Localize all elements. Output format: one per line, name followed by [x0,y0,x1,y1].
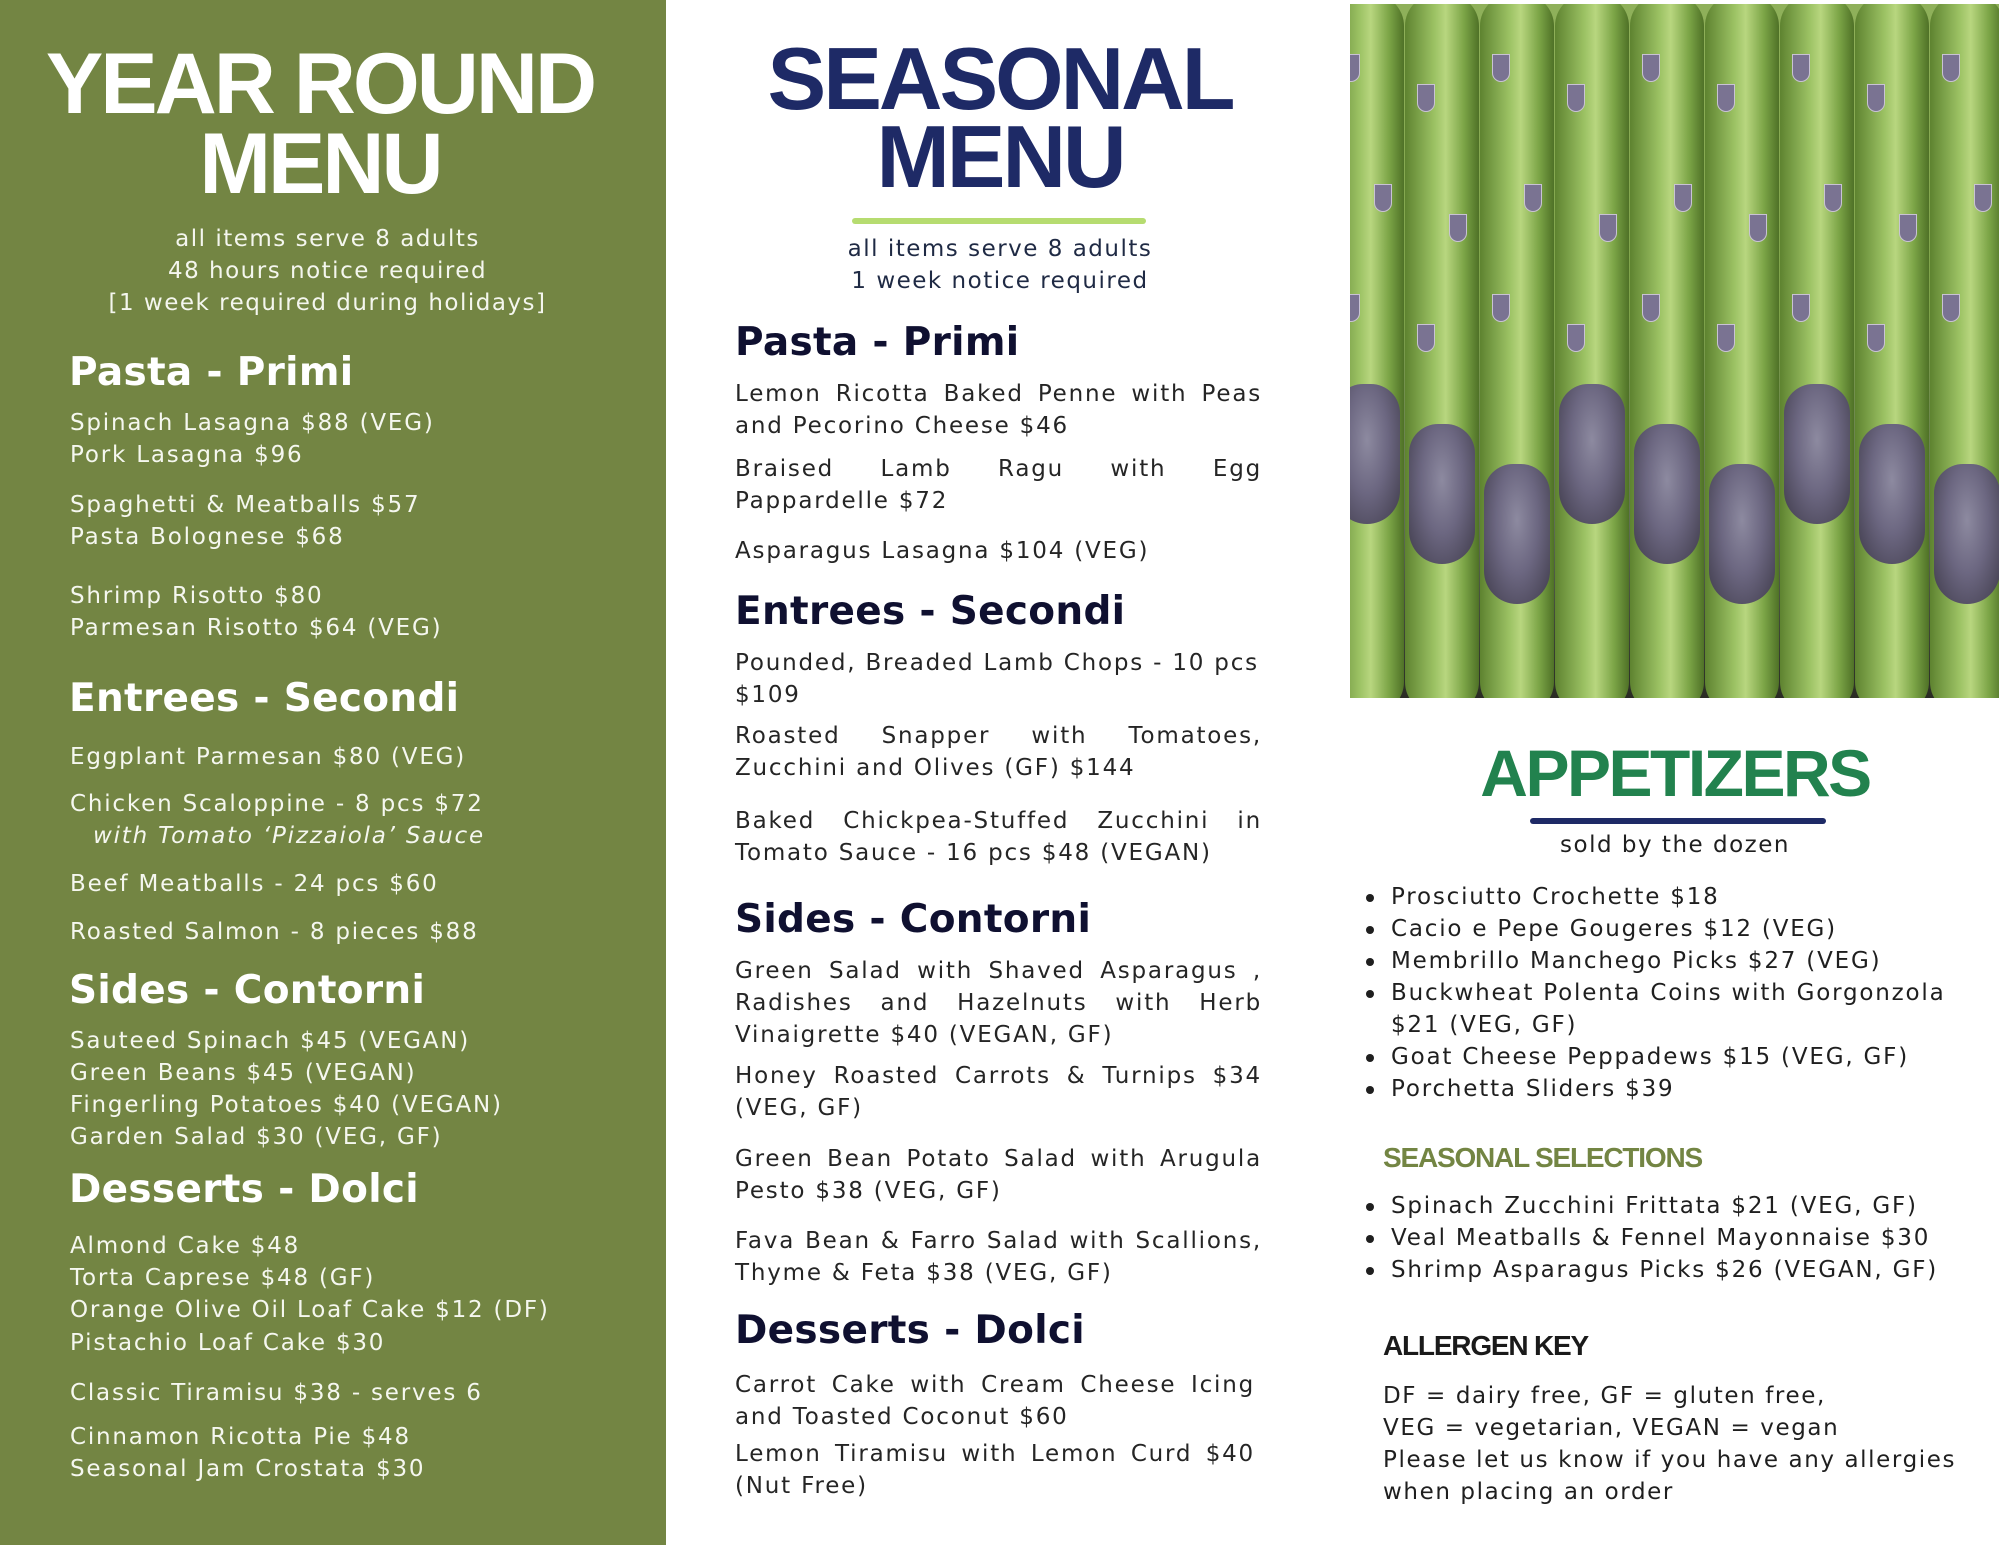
spear-tip [1484,464,1550,604]
section-heading-entrees: Entrees - Secondi [735,589,1126,634]
menu-item: Thyme & Feta $38 (VEG, GF) [735,1260,1113,1286]
menu-item: Lemon Ricotta Baked Penne with Peas [735,381,1262,407]
spear-scale [1717,84,1735,112]
appetizers-list [1360,881,1945,1105]
item-text: Buckwheat Polenta Coins with Gorgonzola [1391,980,1946,1006]
spear-scale [1899,214,1917,242]
spear-scale [1374,184,1392,212]
allergen-key-title: ALLERGEN KEY [1383,1330,1588,1361]
menu-item: and Pecorino Cheese $46 [735,413,1069,439]
menu-item: Vinaigrette $40 (VEGAN, GF) [735,1022,1114,1048]
spear-scale [1942,294,1960,322]
bullet-icon [1366,1235,1374,1243]
menu-item: Baked Chickpea-Stuffed Zucchini in [735,808,1262,834]
spear-scale [1642,294,1660,322]
menu-item: Pork Lasagna $96 [70,442,304,468]
section-heading-pasta: Pasta - Primi [69,350,354,395]
spear-scale [1867,324,1885,352]
menu-item: Spinach Lasagna $88 (VEG) [70,410,435,436]
allergen-line: Please let us know if you have any allergies [1383,1447,1957,1473]
title-underline [852,218,1146,224]
spear-scale [1717,324,1735,352]
bullet-icon [1366,1086,1374,1094]
bullet-icon [1366,958,1374,966]
menu-item: Chicken Scaloppine - 8 pcs $72 [70,791,484,817]
spear-tip [1934,464,1999,604]
menu-item: Garden Salad $30 (VEG, GF) [70,1124,443,1150]
spear-scale [1824,184,1842,212]
menu-item-subtitle: with Tomato ‘Pizzaiola’ Sauce [93,823,485,849]
menu-item: Roasted Snapper with Tomatoes, [735,723,1262,749]
appetizers-note: sold by the dozen [1560,832,1790,858]
spear-tip [1859,424,1925,564]
spear-tip [1634,424,1700,564]
menu-item: Roasted Salmon - 8 pieces $88 [70,919,479,945]
bullet-icon [1366,990,1374,998]
list-item [1360,913,1945,945]
item-text: $21 (VEG, GF) [1391,1012,1578,1038]
note-line: [1 week required during holidays] [108,290,547,316]
spear-scale [1417,84,1435,112]
menu-item: Zucchini and Olives (GF) $144 [735,755,1136,781]
spear-scale [1674,184,1692,212]
menu-item: Pounded, Breaded Lamb Chops - 10 pcs [735,650,1259,676]
spear-scale [1792,54,1810,82]
menu-item: (VEG, GF) [735,1095,863,1121]
list-item [1360,1222,1938,1254]
menu-item: Almond Cake $48 [70,1233,301,1259]
spear-tip [1709,464,1775,604]
list-item [1360,977,1945,1041]
menu-item: Radishes and Hazelnuts with Herb [735,990,1262,1016]
menu-item: Cinnamon Ricotta Pie $48 [70,1424,411,1450]
spear-scale [1449,214,1467,242]
note-line: all items serve 8 adults [175,226,480,252]
menu-item: Pistachio Loaf Cake $30 [70,1330,386,1356]
spear-scale [1567,324,1585,352]
menu-item: Green Beans $45 (VEGAN) [70,1060,417,1086]
asparagus-spear [1855,4,1929,698]
note-line: 1 week notice required [851,268,1149,294]
asparagus-spear [1630,4,1704,698]
bullet-icon [1366,1054,1374,1062]
section-heading-pasta: Pasta - Primi [735,320,1020,365]
spear-scale [1974,184,1992,212]
list-item [1360,1190,1938,1222]
allergen-line: VEG = vegetarian, VEGAN = vegan [1383,1415,1840,1441]
spear-scale [1524,184,1542,212]
asparagus-photo [1350,4,1999,698]
spear-scale [1492,294,1510,322]
menu-item: Green Bean Potato Salad with Arugula [735,1146,1262,1172]
menu-item: Pasta Bolognese $68 [70,524,345,550]
menu-item: Tomato Sauce - 16 pcs $48 (VEGAN) [735,840,1212,866]
item-text: Cacio e Pepe Gougeres $12 (VEG) [1391,916,1837,942]
note-line: 48 hours notice required [167,258,488,284]
spear-scale [1792,294,1810,322]
item-text: Membrillo Manchego Picks $27 (VEG) [1391,948,1882,974]
title-line: MENU [876,107,1124,206]
menu-item: Torta Caprese $48 (GF) [70,1265,376,1291]
item-text: Prosciutto Crochette $18 [1391,884,1720,910]
bullet-icon [1366,1203,1374,1211]
year-round-notes [0,223,655,319]
asparagus-spear [1780,4,1854,698]
spear-tip [1350,384,1400,524]
asparagus-spear [1705,4,1779,698]
item-text: Veal Meatballs & Fennel Mayonnaise $30 [1391,1225,1931,1251]
bullet-icon [1366,926,1374,934]
menu-item: Shrimp Risotto $80 [70,583,324,609]
menu-item: Sauteed Spinach $45 (VEGAN) [70,1028,471,1054]
list-item [1360,1254,1938,1286]
menu-item: Beef Meatballs - 24 pcs $60 [70,871,439,897]
menu-item: (Nut Free) [735,1473,868,1499]
seasonal-selections-list [1360,1190,1938,1286]
menu-item: Seasonal Jam Crostata $30 [70,1456,426,1482]
menu-item: Classic Tiramisu $38 - serves 6 [70,1380,483,1406]
spear-scale [1350,294,1360,322]
asparagus-spear [1405,4,1479,698]
menu-item: Lemon Tiramisu with Lemon Curd $40 [735,1441,1255,1467]
asparagus-spear [1930,4,1999,698]
menu-item: Asparagus Lasagna $104 (VEG) [735,538,1150,564]
item-text: Shrimp Asparagus Picks $26 (VEGAN, GF) [1391,1257,1939,1283]
section-heading-desserts: Desserts - Dolci [69,1167,419,1212]
menu-item: Spaghetti & Meatballs $57 [70,492,421,518]
menu-item: $109 [735,682,801,708]
list-item [1360,945,1945,977]
menu-item: Carrot Cake with Cream Cheese Icing [735,1372,1255,1398]
spear-scale [1749,214,1767,242]
spear-tip [1409,424,1475,564]
seasonal-title [730,29,1270,206]
title-line: MENU [199,116,441,212]
spear-scale [1417,324,1435,352]
menu-item: and Toasted Coconut $60 [735,1404,1069,1430]
menu-item: Pappardelle $72 [735,488,949,514]
allergen-key-text [1383,1380,1983,1508]
year-round-panel [0,0,666,1545]
item-text: Porchetta Sliders $39 [1391,1076,1675,1102]
menu-item: Pesto $38 (VEG, GF) [735,1178,1002,1204]
menu-item: Green Salad with Shaved Asparagus , [735,958,1262,984]
bullet-icon [1366,894,1374,902]
seasonal-selections-title: SEASONAL SELECTIONS [1383,1142,1702,1173]
spear-scale [1599,214,1617,242]
menu-item: Eggplant Parmesan $80 (VEG) [70,744,467,770]
title-line: SEASONAL [767,29,1233,128]
bullet-icon [1366,1267,1374,1275]
list-item [1360,1073,1945,1105]
menu-item: Orange Olive Oil Loaf Cake $12 (DF) [70,1297,550,1323]
appetizers-underline [1530,818,1826,824]
note-line: all items serve 8 adults [847,236,1153,262]
spear-scale [1350,54,1360,82]
title-line: YEAR ROUND [45,36,595,132]
section-heading-sides: Sides - Contorni [735,897,1092,942]
spear-tip [1784,384,1850,524]
allergen-line: when placing an order [1383,1479,1674,1505]
section-heading-sides: Sides - Contorni [69,968,426,1013]
spear-scale [1492,54,1510,82]
asparagus-spear [1350,4,1404,698]
year-round-title [0,36,640,212]
item-text: Spinach Zucchini Frittata $21 (VEG, GF) [1391,1193,1918,1219]
asparagus-spear [1480,4,1554,698]
item-text: Goat Cheese Peppadews $15 (VEG, GF) [1391,1044,1909,1070]
menu-item: Parmesan Risotto $64 (VEG) [70,615,443,641]
menu-item: Honey Roasted Carrots & Turnips $34 [735,1063,1262,1089]
spear-tip [1559,384,1625,524]
asparagus-spear [1555,4,1629,698]
menu-item: Fingerling Potatoes $40 (VEGAN) [70,1092,503,1118]
section-heading-entrees: Entrees - Secondi [69,676,460,721]
spear-scale [1942,54,1960,82]
section-heading-desserts: Desserts - Dolci [735,1308,1085,1353]
menu-item: Braised Lamb Ragu with Egg [735,456,1262,482]
list-item [1360,881,1945,913]
allergen-line: DF = dairy free, GF = gluten free, [1383,1383,1826,1409]
appetizers-title: APPETIZERS [1480,736,1870,810]
menu-item: Fava Bean & Farro Salad with Scallions, [735,1228,1262,1254]
spear-scale [1867,84,1885,112]
spear-scale [1567,84,1585,112]
spear-scale [1642,54,1660,82]
list-item [1360,1041,1945,1073]
seasonal-notes [780,233,1220,297]
